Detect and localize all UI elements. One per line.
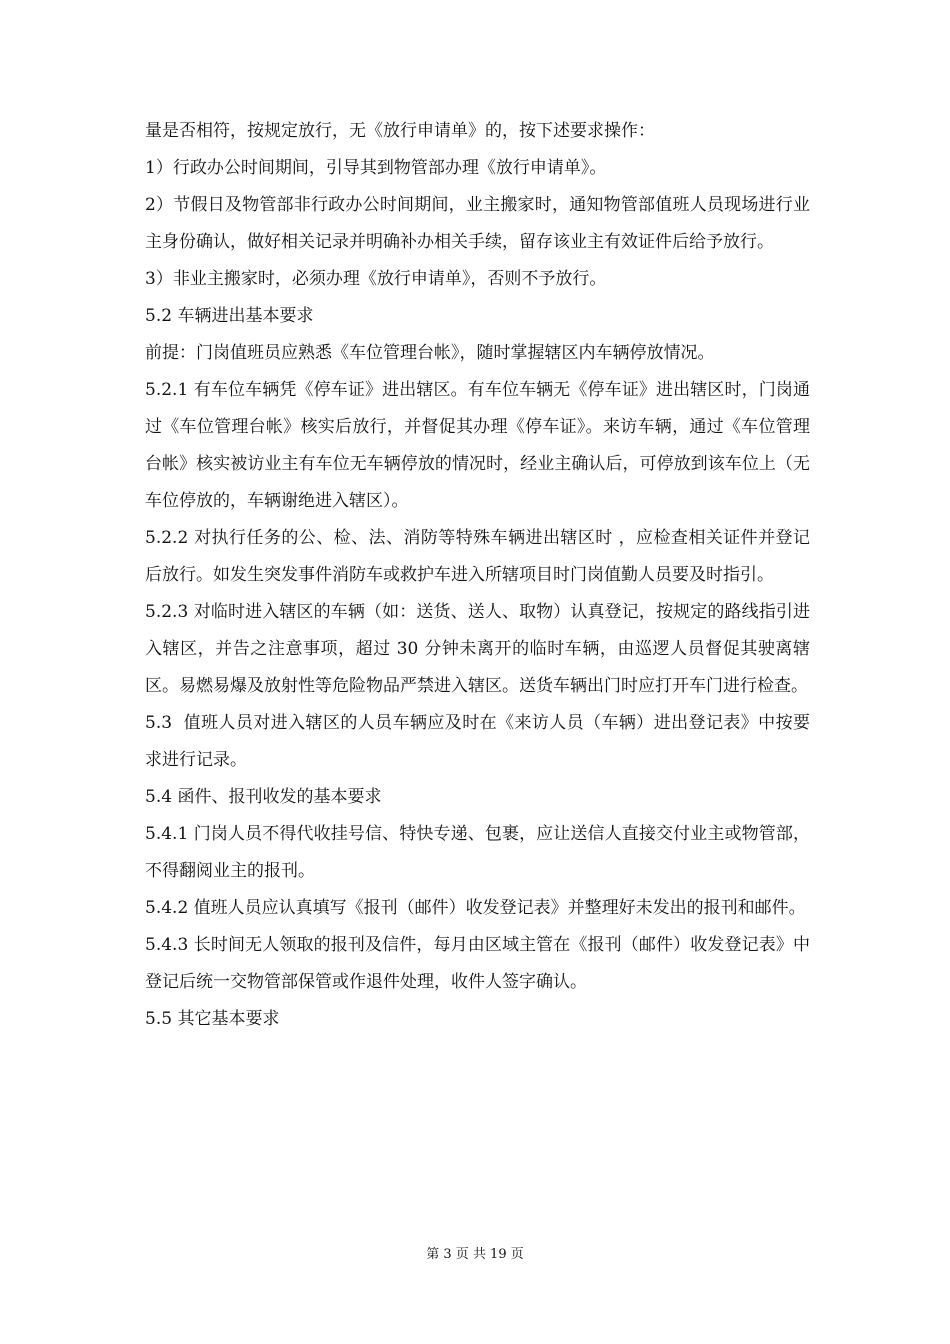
section-heading-5-4: 5.4 函件、报刊收发的基本要求: [145, 787, 382, 807]
paragraph-5-2-1: 5.2.1 有车位车辆凭《停车证》进出辖区。有车位车辆无《停车证》进出辖区时，门岗通过《车位管理台帐》核实后放行，并督促其办理《停车证》。来访车辆，通过《车位管理台帐》核实被访业主有车位无车辆停放的情况时，经业主确认后，可停放到该车位上（无车位停放的，车辆谢绝进入辖区）。: [145, 380, 810, 511]
document-body: [145, 113, 810, 1038]
paragraph-continuation: 量是否相符，按规定放行，无《放行申请单》的，按下述要求操作：: [145, 121, 655, 141]
section-heading-5-5: 5.5 其它基本要求: [145, 1009, 280, 1029]
paragraph-5-4-1: 5.4.1 门岗人员不得代收挂号信、特快专递、包裹，应让送信人直接交付业主或物管部，不得翻阅业主的报刊。: [145, 824, 810, 881]
section-heading-5-2: 5.2 车辆进出基本要求: [145, 306, 314, 326]
paragraph-5-3: 5.3 值班人员对进入辖区的人员车辆应及时在《来访人员（车辆）进出登记表》中按要求进行记录。: [145, 713, 810, 770]
paragraph-item-1: 1）行政办公时间期间，引导其到物管部办理《放行申请单》。: [145, 158, 607, 178]
paragraph-premise: 前提：门岗值班员应熟悉《车位管理台帐》，随时掌握辖区内车辆停放情况。: [145, 343, 715, 363]
page-number-footer: 第 3 页 共 19 页: [426, 1247, 524, 1262]
paragraph-item-3: 3）非业主搬家时，必须办理《放行申请单》，否则不予放行。: [145, 269, 607, 289]
paragraph-5-4-3: 5.4.3 长时间无人领取的报刊及信件，每月由区域主管在《报刊（邮件）收发登记表》中登记后统一交物管部保管或作退件处理，收件人签字确认。: [145, 935, 810, 992]
paragraph-5-4-2: 5.4.2 值班人员应认真填写《报刊（邮件）收发登记表》并整理好未发出的报刊和邮件。: [145, 898, 806, 918]
paragraph-item-2: 2）节假日及物管部非行政办公时间期间，业主搬家时，通知物管部值班人员现场进行业主身份确认，做好相关记录并明确补办相关手续，留存该业主有效证件后给予放行。: [145, 195, 810, 252]
paragraph-5-2-2: 5.2.2 对执行任务的公、检、法、消防等特殊车辆进出辖区时 ，应检查相关证件并登记后放行。如发生突发事件消防车或救护车进入所辖项目时门岗值勤人员要及时指引。: [145, 528, 810, 585]
paragraph-5-2-3: 5.2.3 对临时进入辖区的车辆（如：送货、送人、取物）认真登记，按规定的路线指引进入辖区，并告之注意事项，超过 30 分钟未离开的临时车辆，由巡逻人员督促其驶离辖区。易燃易爆及放射性等危险物品严禁进入辖区。送货车辆出门时应打开车门进行检查。: [145, 602, 810, 696]
